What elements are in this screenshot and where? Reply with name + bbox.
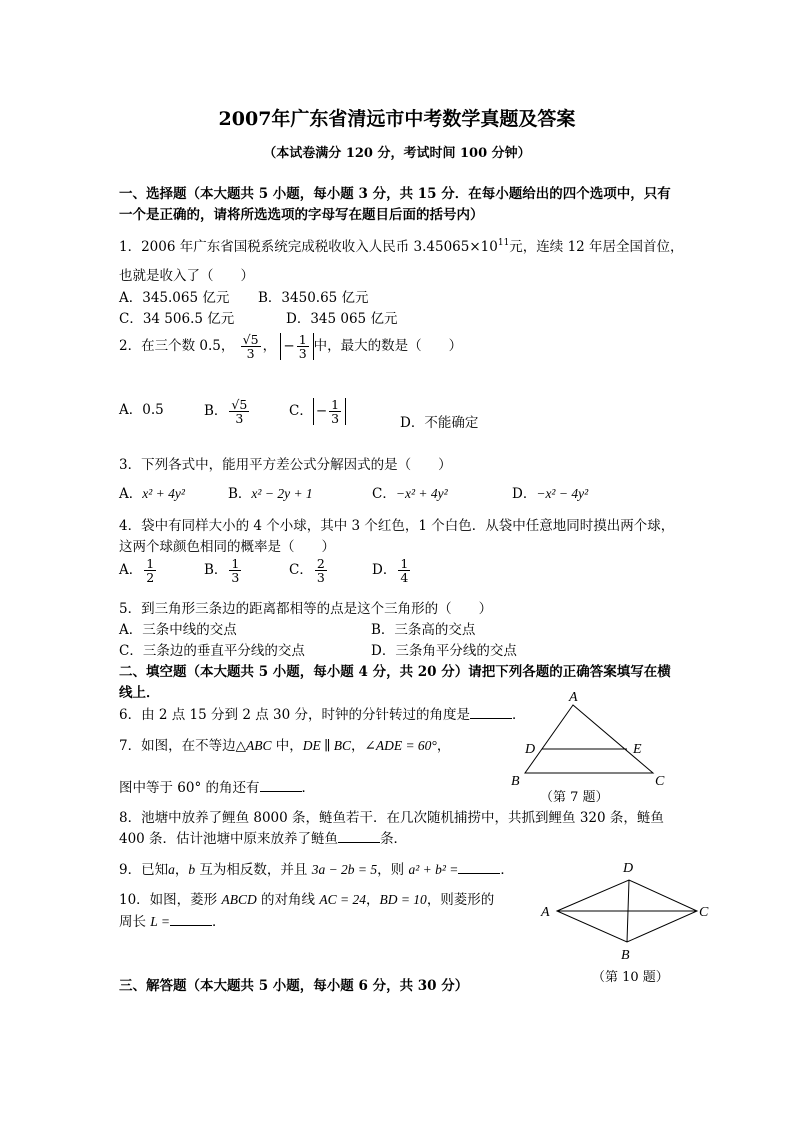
q10-answer-blank bbox=[170, 913, 212, 926]
q2-option-d: D．不能确定 bbox=[400, 415, 479, 431]
q5-option-c: C．三条边的垂直平分线的交点 bbox=[119, 643, 305, 659]
section1-heading-line1: 一、选择题（本大题共 5 小题，每小题 3 分，共 15 分．在每小题给出的四个选项中，只有 bbox=[119, 186, 671, 202]
figure-10-rhombus bbox=[535, 855, 715, 965]
section2-heading-line1: 二、填空题（本大题共 5 小题，每小题 4 分，共 20 分）请把下列各题的正确答案填写在横 bbox=[119, 664, 671, 680]
q1-text-b: 元，连续 12 年居全国首位， bbox=[509, 239, 684, 255]
q4-option-d: D． $\frac{1}{4}$ bbox=[372, 556, 409, 586]
section2-heading-line2: 线上． bbox=[119, 685, 160, 701]
q2-separator: ， bbox=[262, 338, 277, 355]
q1-text-line2: 也就是收入了（ ） bbox=[119, 268, 254, 284]
q3-option-a: A．x² + 4y² bbox=[119, 486, 185, 502]
question-6: 6．由 2 点 15 分到 2 点 30 分，时钟的分针转过的角度是 ． bbox=[119, 707, 526, 723]
figure-7-caption: （第 7 题） bbox=[540, 790, 609, 805]
question-9: 9．已知a，b 互为相反数，并且 3a − 2b = 5，则 a² + b² = ． bbox=[119, 862, 514, 878]
page-subtitle: （本试卷满分 120 分，考试时间 100 分钟） bbox=[263, 146, 531, 161]
q4-option-c: C． $\frac{2}{3}$ bbox=[289, 556, 325, 586]
q3-option-d: D．−x² − 4y² bbox=[512, 486, 589, 502]
fig10-label-c: C bbox=[699, 905, 709, 920]
q1-option-b: B．3450.65 亿元 bbox=[258, 290, 369, 306]
fig7-label-d: D bbox=[525, 742, 536, 757]
fig10-label-d: D bbox=[623, 861, 634, 876]
q8-line2: 400 条．估计池塘中原来放养了鲢鱼 条． bbox=[119, 831, 408, 847]
q2-option-c-abs: − $\frac{1}{3}$ bbox=[313, 398, 346, 425]
fig7-label-c: C bbox=[655, 774, 665, 789]
q4-line2: 这两个球颜色相同的概率是（ ） bbox=[119, 539, 335, 555]
fig7-label-b: B bbox=[511, 774, 520, 789]
q1-option-a: A．345.065 亿元 bbox=[119, 290, 230, 306]
fig10-label-b: B bbox=[621, 948, 630, 963]
q1-option-c: C．34 506.5 亿元 bbox=[119, 311, 235, 327]
section3-heading: 三、解答题（本大题共 5 小题，每小题 6 分，共 30 分） bbox=[119, 978, 469, 994]
q8-answer-blank bbox=[338, 830, 380, 843]
fig10-label-a: A bbox=[541, 905, 550, 920]
page-title: 2007年广东省清远市中考数学真题及答案 bbox=[218, 108, 576, 130]
q2-sqrt5-over-3: $\frac{√5}{3}$ bbox=[242, 332, 259, 362]
q7-line2: 图中等于 60° 的角还有 ． bbox=[119, 780, 316, 796]
q2-option-b-fraction: $\frac{√5}{3}$ bbox=[231, 397, 248, 427]
fig7-label-e: E bbox=[633, 742, 642, 757]
q4-option-b: B． $\frac{1}{3}$ bbox=[204, 556, 240, 586]
q2-option-b: B． $\frac{√5}{3}$ bbox=[204, 397, 248, 427]
q5-option-b: B．三条高的交点 bbox=[371, 622, 476, 638]
question-7: 7．如图，在不等边△ABC 中，DE ∥ BC，∠ADE = 60°， bbox=[119, 738, 451, 754]
q2-option-c: C． − $\frac{1}{3}$ bbox=[289, 398, 346, 425]
q7-answer-blank bbox=[260, 779, 302, 792]
q2-text-b: 中，最大的数是（ ） bbox=[313, 338, 463, 355]
triangle-abc bbox=[525, 705, 653, 773]
q5-option-a: A．三条中线的交点 bbox=[119, 622, 237, 638]
q4-line1: 4．袋中有同样大小的 4 个小球，其中 3 个红色，1 个白色．从袋中任意地同时摸出两个球， bbox=[119, 518, 675, 534]
fig7-label-a: A bbox=[569, 690, 578, 705]
q5-option-d: D．三条角平分线的交点 bbox=[371, 643, 517, 659]
q2-option-a: A．0.5 bbox=[119, 402, 164, 418]
section1-heading-line2: 一个是正确的，请将所选选项的字母写在题目后面的括号内） bbox=[119, 207, 484, 223]
question-3: 3．下列各式中，能用平方差公式分解因式的是（ ） bbox=[119, 457, 452, 473]
q1-option-d: D．345 065 亿元 bbox=[286, 311, 398, 327]
question-1 bbox=[119, 235, 684, 255]
q3-option-c: C．−x² + 4y² bbox=[372, 486, 448, 502]
question-2 bbox=[119, 333, 462, 360]
q8-line1: 8．池塘中放养了鲤鱼 8000 条，鲢鱼若干．在几次随机捕捞中，共抓到鲤鱼 320 条，鲢鱼 bbox=[119, 810, 664, 826]
q4-option-a: A． $\frac{1}{2}$ bbox=[119, 556, 155, 586]
question-5: 5．到三角形三条边的距离都相等的点是这个三角形的（ ） bbox=[119, 601, 493, 617]
q2-abs-neg-one-third: − $\frac{1}{3}$ bbox=[280, 333, 313, 360]
figure-10-caption: （第 10 题） bbox=[592, 970, 669, 985]
q10-line2: 周长 L = ． bbox=[119, 914, 226, 930]
question-10: 10．如图，菱形 ABCD 的对角线 AC = 24，BD = 10，则菱形的 bbox=[119, 892, 495, 908]
q9-answer-blank bbox=[458, 861, 500, 874]
q1-exponent: 11 bbox=[497, 238, 510, 248]
q1-text-a: 1．2006 年广东省国税系统完成税收收入人民币 3.45065×10 bbox=[119, 239, 498, 255]
q2-text-a: 2．在三个数 0.5， bbox=[119, 338, 235, 355]
q3-option-b: B．x² − 2y + 1 bbox=[228, 486, 313, 502]
